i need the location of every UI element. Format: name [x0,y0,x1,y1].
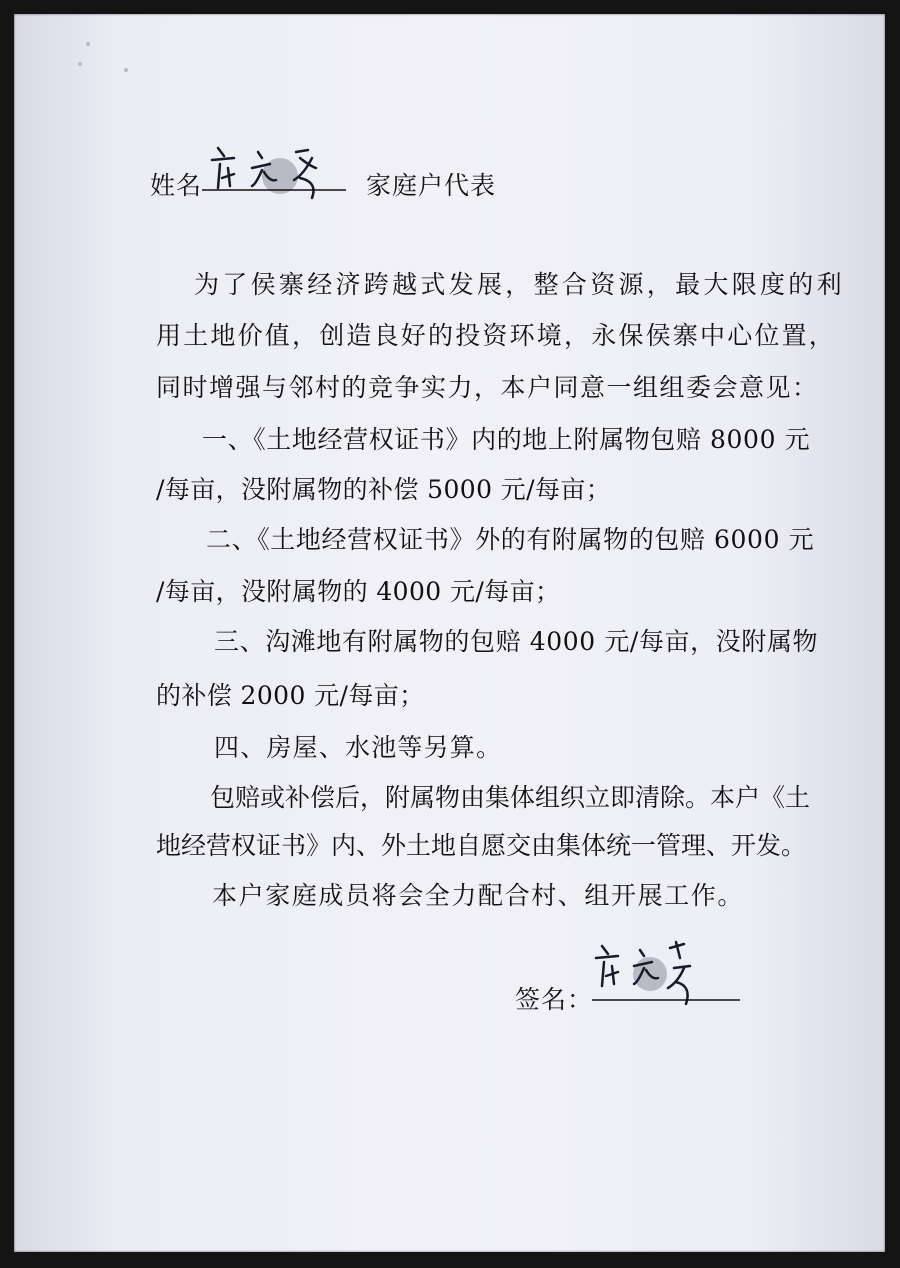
signature-label: 签名： [515,985,594,1014]
body-line: 二、《土地经营权证书》外的有附属物的包赔 6000 元 [206,525,815,554]
body-line: 一、《土地经营权证书》内的地上附属物包赔 8000 元 [202,425,811,454]
body-line: 用土地价值，创造良好的投资环境，永保侯寨中心位置， [156,321,837,350]
body-line: 包赔或补偿后，附属物由集体组织立即清除。本户《土 [210,783,811,812]
body-line: 三、沟滩地有附属物的包赔 4000 元/每亩，没附属物 [214,627,819,656]
paper-mark [86,42,90,46]
body-line: 的补偿 2000 元/每亩； [156,681,425,710]
body-line: /每亩，没附属物的补偿 5000 元/每亩； [156,475,612,504]
name-label: 姓名 [150,171,203,200]
household-role: 家庭户代表 [366,171,497,200]
body-line: 四、房屋、水池等另算。 [214,733,503,762]
paper-mark [124,68,128,72]
body-line: 本户家庭成员将会全力配合村、组开展工作。 [212,881,745,910]
paper-mark [78,62,82,66]
footer-signature [588,938,744,1008]
body-line: 同时增强与邻村的竞争实力，本户同意一组组委会意见： [156,373,819,402]
body-line: 地经营权证书》内、外土地自愿交由集体统一管理、开发。 [156,831,807,860]
body-line: /每亩，没附属物的 4000 元/每亩； [156,577,561,606]
header-signature [200,138,350,208]
body-line: 为了侯寨经济跨越式发展，整合资源，最大限度的利 [194,270,845,299]
